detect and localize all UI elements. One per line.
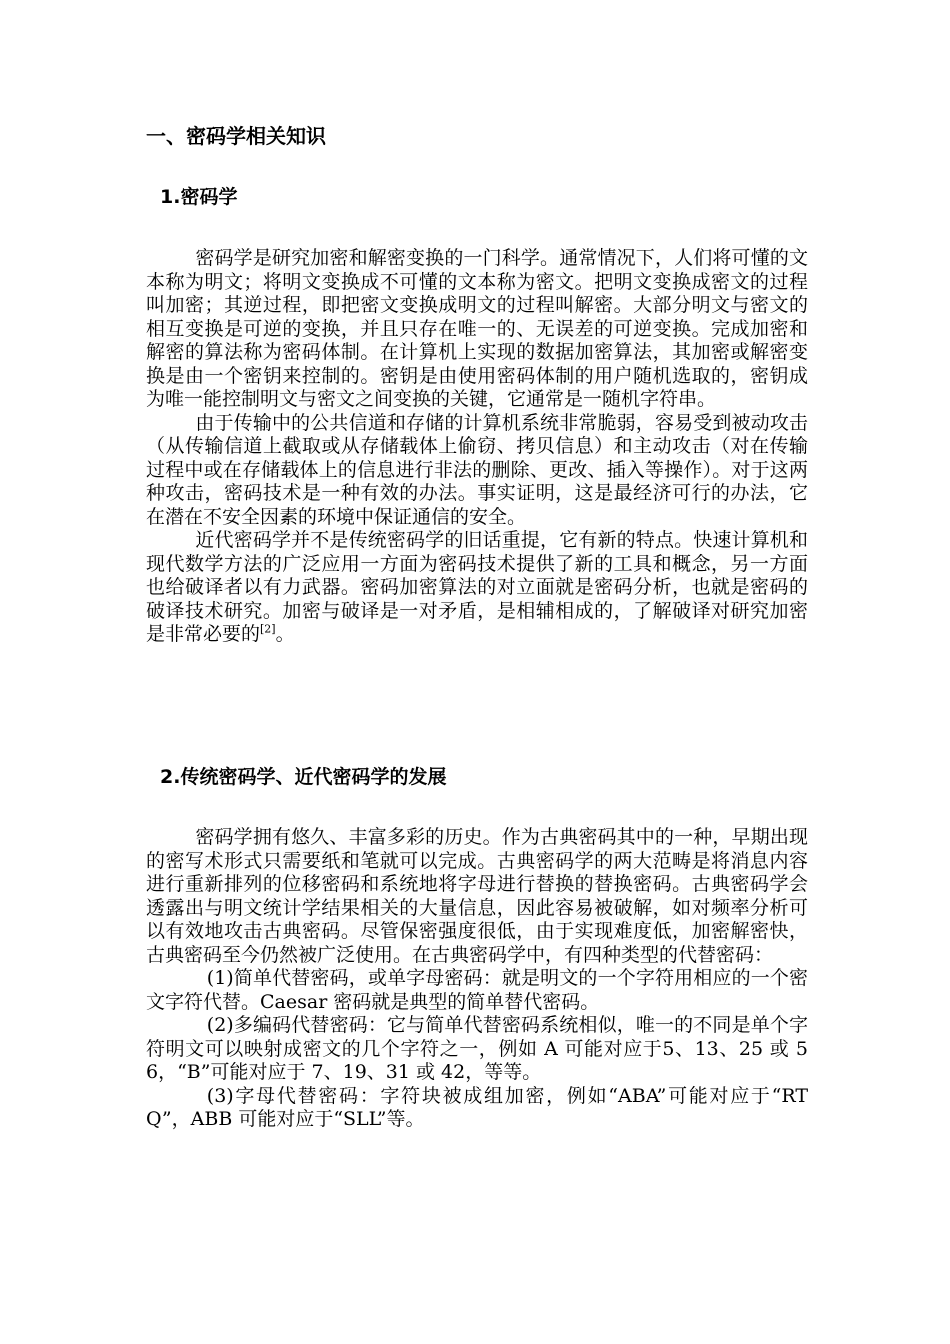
list-item-simple-substitution: (1)简单代替密码，或单字母密码：就是明文的一个字符用相应的一个密文字符代替。Caesar 密码就是典型的简单替代密码。 bbox=[146, 967, 808, 1013]
paragraph-cryptography-definition: 密码学是研究加密和解密变换的一门科学。通常情况下，人们将可懂的文本称为明文；将明文变换成不可懂的文本称为密文。把明文变换成密文的过程叫加密；其逆过程，即把密文变换成明文的过程叫解密。大部分明文与密文的相互变换是可逆的变换，并且只存在唯一的、无误差的可逆变换。完成加密和解密的算法称为密码体制。在计算机上实现的数据加密算法，其加密或解密变换是由一个密钥来控制的。密钥是由使用密码体制的用户随机选取的，密钥成为唯一能控制明文与密文之间变换的关键，它通常是一随机字符串。 bbox=[146, 247, 808, 410]
subsection-1-heading: 1.密码学 bbox=[160, 186, 238, 208]
paragraph-modern-cryptography-text: 近代密码学并不是传统密码学的旧话重提，它有新的特点。快速计算机和现代数学方法的广泛应用一方面为密码技术提供了新的工具和概念，另一方面也给破译者以有力武器。密码加密算法的对立面就是密码分析，也就是密码的破译技术研究。加密与破译是一对矛盾，是相辅相成的，了解破译对研究加密是非常必要的 bbox=[146, 529, 808, 645]
paragraph-end-mark: 。 bbox=[275, 623, 295, 645]
subsection-2-body bbox=[146, 826, 808, 1132]
subsection-1-body bbox=[146, 247, 808, 647]
paragraph-modern-cryptography bbox=[146, 529, 808, 647]
citation-reference: [2] bbox=[260, 622, 276, 636]
paragraph-attacks: 由于传输中的公共信道和存储的计算机系统非常脆弱，容易受到被动攻击（从传输信道上截取或从存储载体上偷窃、拷贝信息）和主动攻击（对在传输过程中或在存储载体上的信息进行非法的删除、更改、插入等操作）。对于这两种攻击，密码技术是一种有效的办法。事实证明，这是最经济可行的办法，它在潜在不安全因素的环境中保证通信的安全。 bbox=[146, 411, 808, 528]
paragraph-classical-history: 密码学拥有悠久、丰富多彩的历史。作为古典密码其中的一种，早期出现的密写术形式只需要纸和笔就可以完成。古典密码学的两大范畴是将消息内容进行重新排列的位移密码和系统地将字母进行替换的替换密码。古典密码学会透露出与明文统计学结果相关的大量信息，因此容易被破解，如对频率分析可以有效地攻击古典密码。尽管保密强度很低，由于实现难度低，加密解密快，古典密码至今仍然被广泛使用。在古典密码学中，有四种类型的代替密码： bbox=[146, 826, 808, 966]
section-heading: 一、密码学相关知识 bbox=[146, 124, 326, 148]
list-item-homophonic-substitution: (2)多编码代替密码：它与简单代替密码系统相似，唯一的不同是单个字符明文可以映射成密文的几个字符之一，例如 A 可能对应于5、13、25 或 56，“B”可能对应于 7、19、31 或 42，等等。 bbox=[146, 1014, 808, 1083]
list-item-polygram-substitution: (3)字母代替密码：字符块被成组加密，例如“ABA”可能对应于“RTQ”，ABB 可能对应于“SLL”等。 bbox=[146, 1084, 808, 1130]
subsection-2-heading: 2.传统密码学、近代密码学的发展 bbox=[160, 766, 447, 788]
